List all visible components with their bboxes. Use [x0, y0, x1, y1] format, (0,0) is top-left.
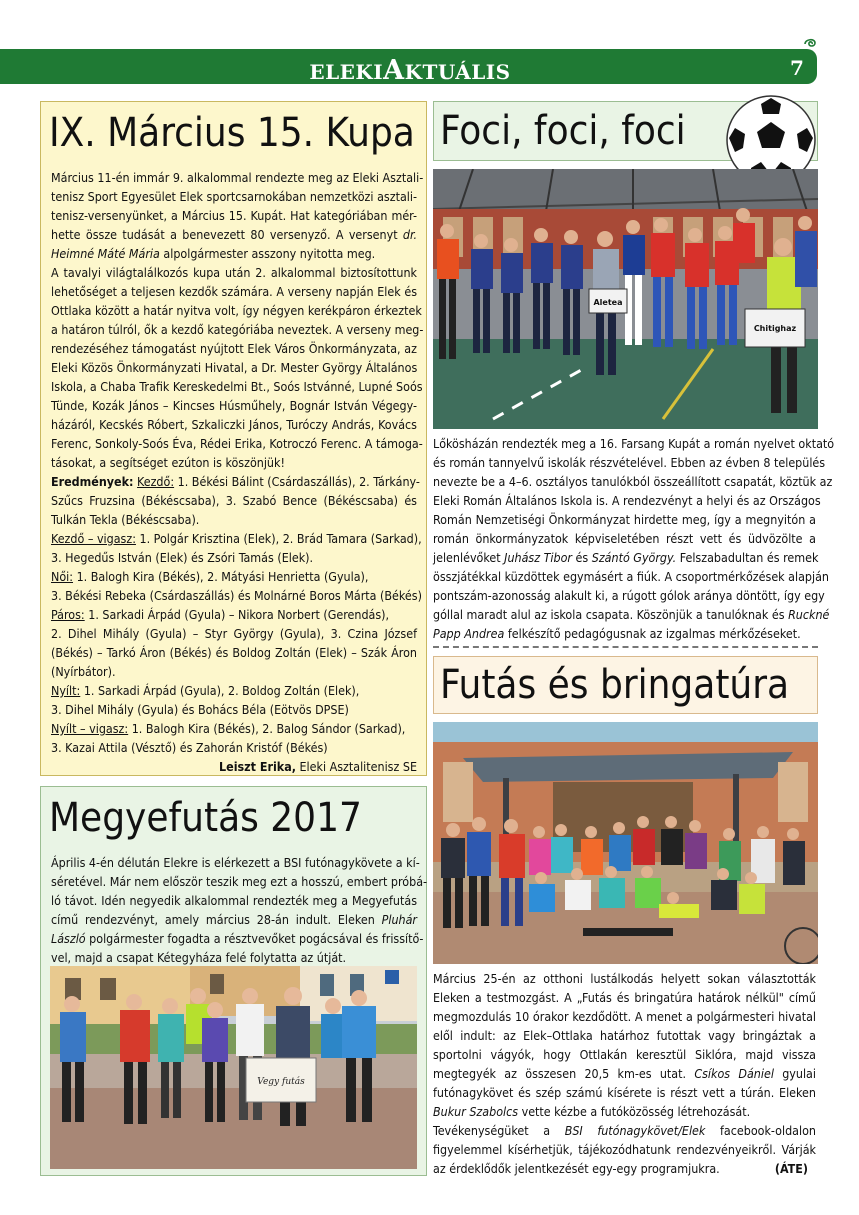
group-cyclists-illustration — [433, 722, 818, 964]
text-line: vel, majd a csapat Kétegyháza felé folytatta az útját. — [51, 950, 347, 965]
megye-body — [51, 853, 428, 967]
text-line: című rendezvényt, amely március 28-án indult. Eleken Pluhár — [51, 912, 418, 927]
kupa-title: IX. Március 15. Kupa — [49, 110, 415, 156]
futas-body — [433, 969, 816, 1178]
page-number: 7 — [790, 56, 804, 80]
text-line: futónagykövet és szép számú kísérete is részt vett a túrán. Eleken — [433, 1085, 816, 1100]
results-line: Kezdő – vigasz: 1. Polgár Krisztina (Elek), 2. Brád Tamara (Sarkad), — [51, 531, 422, 546]
text-line: sportolni vágyók, hogy Ottlakán keresztül Siklóra, majd vissza — [433, 1047, 816, 1062]
results-line: (Nyírbátor). — [51, 664, 116, 679]
results-line: Nyílt – vigasz: 1. Balogh Kira (Békés), 2. Balog Sándor (Sarkad), — [51, 721, 406, 736]
text-line: séretével. Már nem először teszik meg ezt a hosszú, embert próbá- — [51, 874, 428, 889]
text-line: a határon túlról, ők a kezdő kategóriába neveztek. A verseny meg- — [51, 322, 424, 337]
text-line: tenisz-versenyünket, a Március 15. Kupát. Hat kategóriában mér- — [51, 208, 417, 223]
text-line: Eleki Román Általános Iskola is. A rendezvényt a helyi és az Országos — [433, 493, 821, 508]
text-line: Március 11-én immár 9. alkalommal rendezte meg az Eleki Asztali- — [51, 170, 424, 185]
text-line: Ottlaka között a határ nyitva volt, így négyen kerékpáron érkeztek — [51, 303, 422, 318]
football-team-illustration — [433, 169, 818, 429]
text-line: és román tannyelvű iskolák részvételével. Ebben az évben 8 település — [433, 455, 826, 470]
text-line: házáról, Kecskés Róbert, Szkaliczki János, Turóczy András, Kovács — [51, 417, 417, 432]
text-line: Bukur Szabolcs vette kézbe a futóközösség létrehozását. — [433, 1104, 751, 1119]
foci-photo — [433, 169, 818, 429]
swirl-ornament-icon — [802, 36, 818, 50]
futas-photo — [433, 722, 818, 964]
text-line: az érdeklődők jelentkezését egy-egy programjukra. (ÁTE) — [433, 1161, 808, 1176]
text-line: figyelemmel kísérhetjük, tájékozódhatunk rendezvényeikről. Várják — [433, 1142, 816, 1157]
text-line: Eleken a testmozgást. A „Futás és bringatúra határok nélkül" című — [433, 990, 816, 1005]
text-line: pontszám-azonosság alakult ki, a rúgott gólok aránya döntött, így egy — [433, 588, 825, 603]
text-line: Iskola, a Chaba Trafik Kereskedelmi Bt., Soós Istvánné, Lupné Soós — [51, 379, 423, 394]
text-line: hette össze tudását a benevezett 80 versenyző. A versenyt dr. — [51, 227, 417, 242]
text-line: román önkormányzatok képviseletében részt vett és üdvözölte a — [433, 531, 816, 546]
text-line: tásokat, a segítséget ezúton is köszönjük! — [51, 455, 285, 470]
foci-title: Foci, foci, foci — [440, 108, 686, 154]
kupa-body — [51, 168, 424, 776]
results-line: Szűcs Fruzsina (Békéscsaba), 3. Szabó Bence (Békéscsaba) és — [51, 493, 417, 508]
text-line: rendezéséhez támogatást nyújtott Elek Város Önkormányzata, az — [51, 341, 417, 356]
team-sign-chitighaz: Chitighaz — [753, 324, 797, 333]
results-line: Női: 1. Balogh Kira (Békés), 2. Mátyási Henrietta (Gyula), — [51, 569, 369, 584]
text-line: összjátékkal küzdöttek egymásért a fiúk. A csoportmérkőzések alapján — [433, 569, 830, 584]
results-line: 3. Kazai Attila (Vésztő) és Zahorán Kristóf (Békés) — [51, 740, 328, 755]
megye-title: Megyefutás 2017 — [49, 795, 362, 841]
text-line: megtegyék az összesen 20,5 km-es utat. Csíkos Dániel gyulai — [433, 1066, 816, 1081]
text-line: A tavalyi világtalálkozós kupa után 2. alkalommal biztosítottunk — [51, 265, 417, 280]
text-line: Lőkösházán rendezték meg a 16. Farsang Kupát a román nyelvet oktató — [433, 436, 835, 451]
text-line: tenisz Sport Egyesület Elek sportcsarnokában nemzetközi asztali- — [51, 189, 417, 204]
text-line: Eleki Közös Önkormányzati Hivatal, a Dr. Mester György Általános — [51, 360, 418, 375]
futas-title: Futás és bringatúra — [440, 662, 790, 708]
text-line: elől indult: az Elek–Ottlaka határhoz futottak vagy bringáztak a — [433, 1028, 816, 1043]
text-line: ló távot. Idén negyedik alkalommal rendezték meg a Megyefutás — [51, 893, 417, 908]
results-line: 3. Békési Rebeka (Csárdaszállás) és Molnárné Boros Márta (Békés) — [51, 588, 422, 603]
text-line: góllal maradt alul az iskola csapata. Köszönjük a tanulóknak és Ruckné — [433, 607, 830, 622]
results-line: (Békés) – Tarkó Áron (Békés) és Boldog Zoltán (Elek) – Szák Áron — [51, 645, 417, 660]
text-line: Március 25-én az otthoni lustálkodás helyett sokan választották — [433, 971, 816, 986]
kupa-signature: Leiszt Erika, Eleki Asztalitenisz SE — [219, 759, 417, 774]
text-line: László polgármester fogadta a résztvevőket pogácsával és frissítő- — [51, 931, 424, 946]
group-runners-illustration — [50, 966, 417, 1169]
text-line: lehetőséget a teljesen kezdők számára. A verseny napján Elek és — [51, 284, 417, 299]
banner-text: Vegy futás — [257, 1077, 305, 1087]
text-line: Tünde, Kozák János – Kincses Húsműhely, Bognár István Végegy- — [51, 398, 417, 413]
section-divider — [433, 646, 818, 648]
megyefutas-photo — [50, 966, 417, 1169]
text-line: jelenlévőket Juhász Tibor és Szántó György. Felszabadultan és remek — [433, 550, 819, 565]
text-line: megmozdulás 10 órakor kezdődött. A menet a polgármesteri hivatal — [433, 1009, 816, 1024]
results-line: Nyílt: 1. Sarkadi Árpád (Gyula), 2. Boldog Zoltán (Elek), — [51, 683, 360, 698]
foci-body — [433, 434, 835, 643]
results-line: 2. Dihel Mihály (Gyula) – Styr György (Gyula), 3. Czina József — [51, 626, 417, 641]
text-line: nevezte be a 4–6. osztályos tanulókból összeállított csapatát, köztük az — [433, 474, 833, 489]
text-line: Heimné Máté Mária alpolgármester asszony nyitotta meg. — [51, 246, 376, 261]
text-line: Román Nemzetiségi Önkormányzat hirdette meg, így a megnyitón a — [433, 512, 816, 527]
publication-title: ELEKIAKTUÁLIS — [309, 55, 511, 86]
results-line: Páros: 1. Sarkadi Árpád (Gyula) – Nikora Norbert (Gerendás), — [51, 607, 390, 622]
results-line: 3. Dihel Mihály (Gyula) és Bohács Béla (Eötvös DPSE) — [51, 702, 349, 717]
text-line: Április 4-én délután Elekre is elérkezett a BSI futónagykövete a kí- — [51, 855, 420, 870]
text-line: Papp Andrea felkészítő pedagógusnak az izgalmas mérkőzéseket. — [433, 626, 801, 641]
results-line: Eredmények: Kezdő: 1. Békési Bálint (Csárdaszállás), 2. Tárkány- — [51, 474, 420, 489]
text-line: Tevékenységüket a BSI futónagykövet/Elek facebook-oldalon — [433, 1123, 816, 1138]
results-line: 3. Hegedűs István (Elek) és Zsóri Tamás (Elek). — [51, 550, 314, 565]
team-sign-aletea: Aletea — [593, 298, 623, 307]
futas-signature: (ÁTE) — [774, 1161, 808, 1176]
results-line: Tulkán Tekla (Békéscsaba). — [51, 512, 200, 527]
text-line: Ferenc, Sonkoly-Soós Éva, Rédei Erika, Kotroczó Ferenc. A támoga- — [51, 436, 423, 451]
